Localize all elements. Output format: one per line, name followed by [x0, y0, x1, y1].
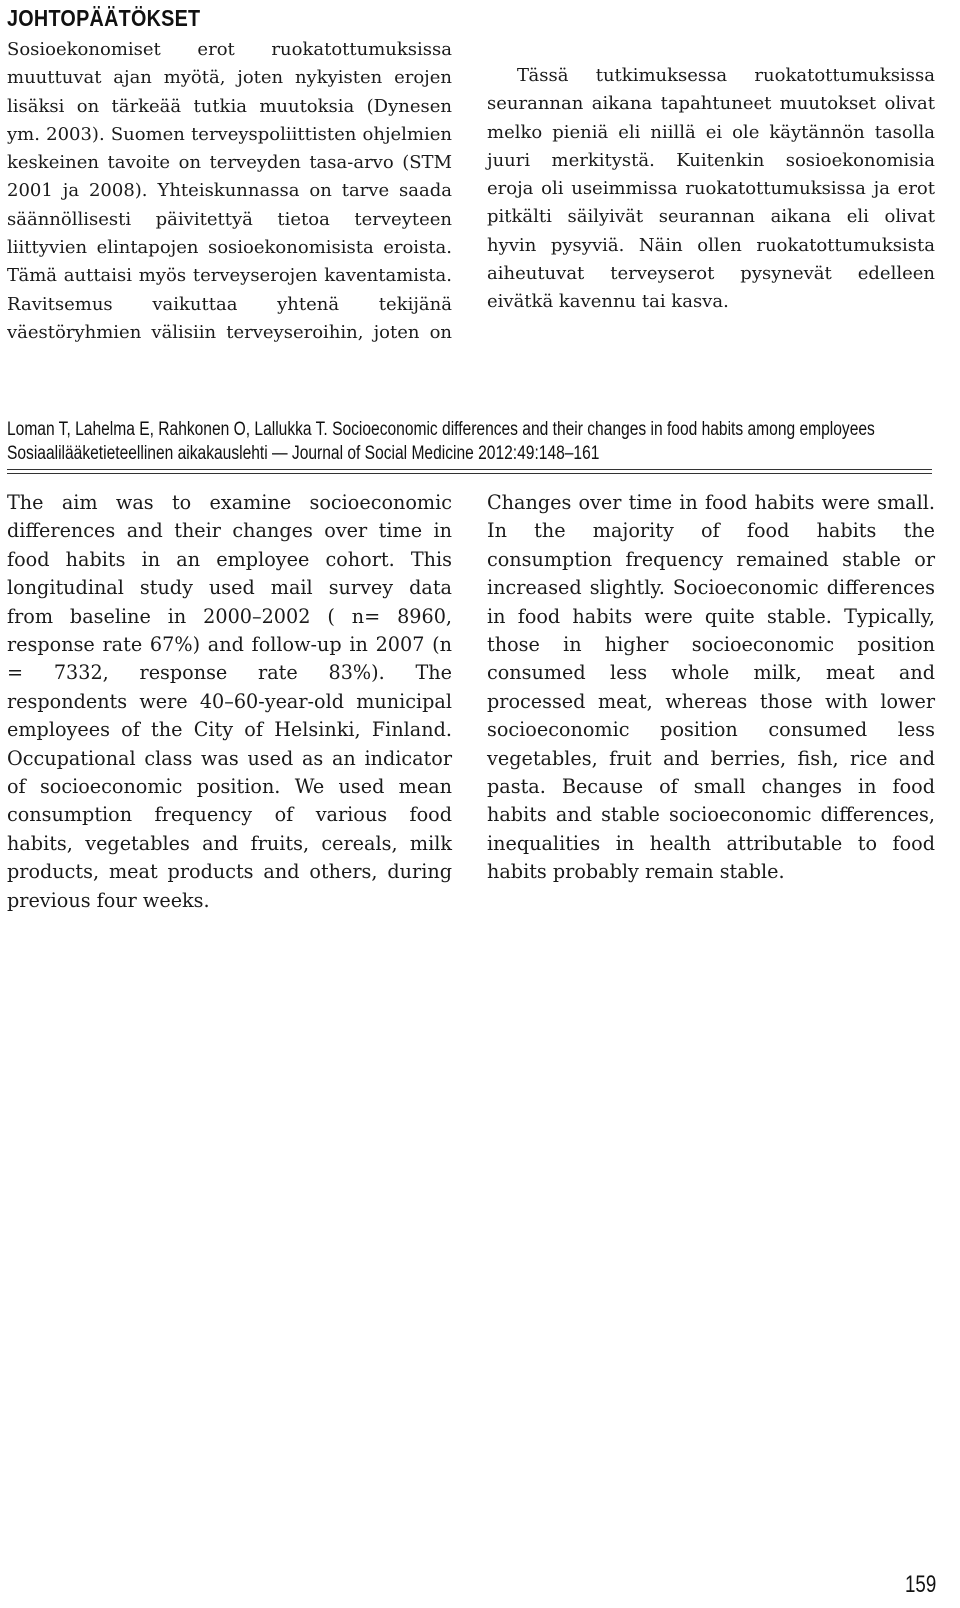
finnish-left-column — [7, 36, 452, 348]
finnish-paragraph-1: Sosioekonomiset erot ruokatottumuksissa muuttuvat ajan myötä, joten nykyisten erojen lisäksi on tärkeää tutkia muutoksia (Dynesen ym. 2003). Suomen terveyspoliittisten ohjelmien keskeinen tavoite on terveyden tasa-arvo (STM 2001 ja 2008). Yhteiskunnassa on tarve saada säännöllisesti päivitettyä tietoa terveyteen liittyvien elintapojen sosioekonomisista eroista. Tämä auttaisi myös terveyserojen kaventamista. Ravitsemus vaikuttaa yhtenä tekijänä väestöryhmien välisiin terveyseroihin, joten on — [7, 39, 452, 343]
english-abstract-paragraph-1: The aim was to examine socioeconomic differences and their changes over time in food habits in an employee cohort. This longitudinal study used mail survey data from baseline in 2000–2002 ( n= 8960, response rate 67%) and follow-up in 2007 (n = 7332, response rate 83%). The respondents were 40–60-year-old municipal employees of the City of Helsinki, Finland. Occupational class was used as an indicator of socioeconomic position. We used mean consumption frequency of various food habits, vegetables and fruits, cereals, milk products, meat products and others, during previous four weeks. — [7, 491, 452, 912]
divider-rule-top — [7, 469, 932, 470]
reference-journal: Sosiaalilääketieteellinen aikakauslehti — Journal of Social Medicine 2012:49:148–161 — [7, 443, 600, 464]
finnish-paragraph-2: Tässä tutkimuksessa ruokatottumuksissa seurannan aikana tapahtuneet muutokset olivat melko pieniä eli niillä ei ole käytännön tasolla juuri merkitystä. Kuitenkin sosioekonomisia eroja oli useimmissa ruokatottumuksissa ja erot pitkälti säilyivät seurannan aikana eli olivat hyvin pysyviä. Näin ollen ruokatottumuksista aiheutuvat terveyserot pysynevät edelleen eivätkä kavennu tai kasva. — [487, 65, 935, 313]
english-right-column — [487, 489, 935, 887]
english-abstract-paragraph-2: Changes over time in food habits were small. In the majority of food habits the consumption frequency remained stable or increased slightly. Socioeconomic differences in food habits were quite stable. Typically, those in higher socioeconomic position consumed less whole milk, meat and processed meat, whereas those with lower socioeconomic position consumed less vegetables, fruit and berries, fish, rice and pasta. Because of small changes in food habits and stable socioeconomic differences, inequalities in health attributable to food habits probably remain stable. — [487, 491, 935, 884]
section-heading: JOHTOPÄÄTÖKSET — [7, 5, 201, 31]
finnish-right-column — [487, 5, 935, 317]
page-number: 159 — [905, 1571, 937, 1598]
english-left-column — [7, 489, 452, 915]
section-heading-block — [7, 4, 232, 32]
divider-rule-bottom — [7, 473, 932, 474]
reference-authors-title: Loman T, Lahelma E, Rahkonen O, Lallukka T. Socioeconomic differences and their changes in food habits among employees — [7, 419, 875, 440]
